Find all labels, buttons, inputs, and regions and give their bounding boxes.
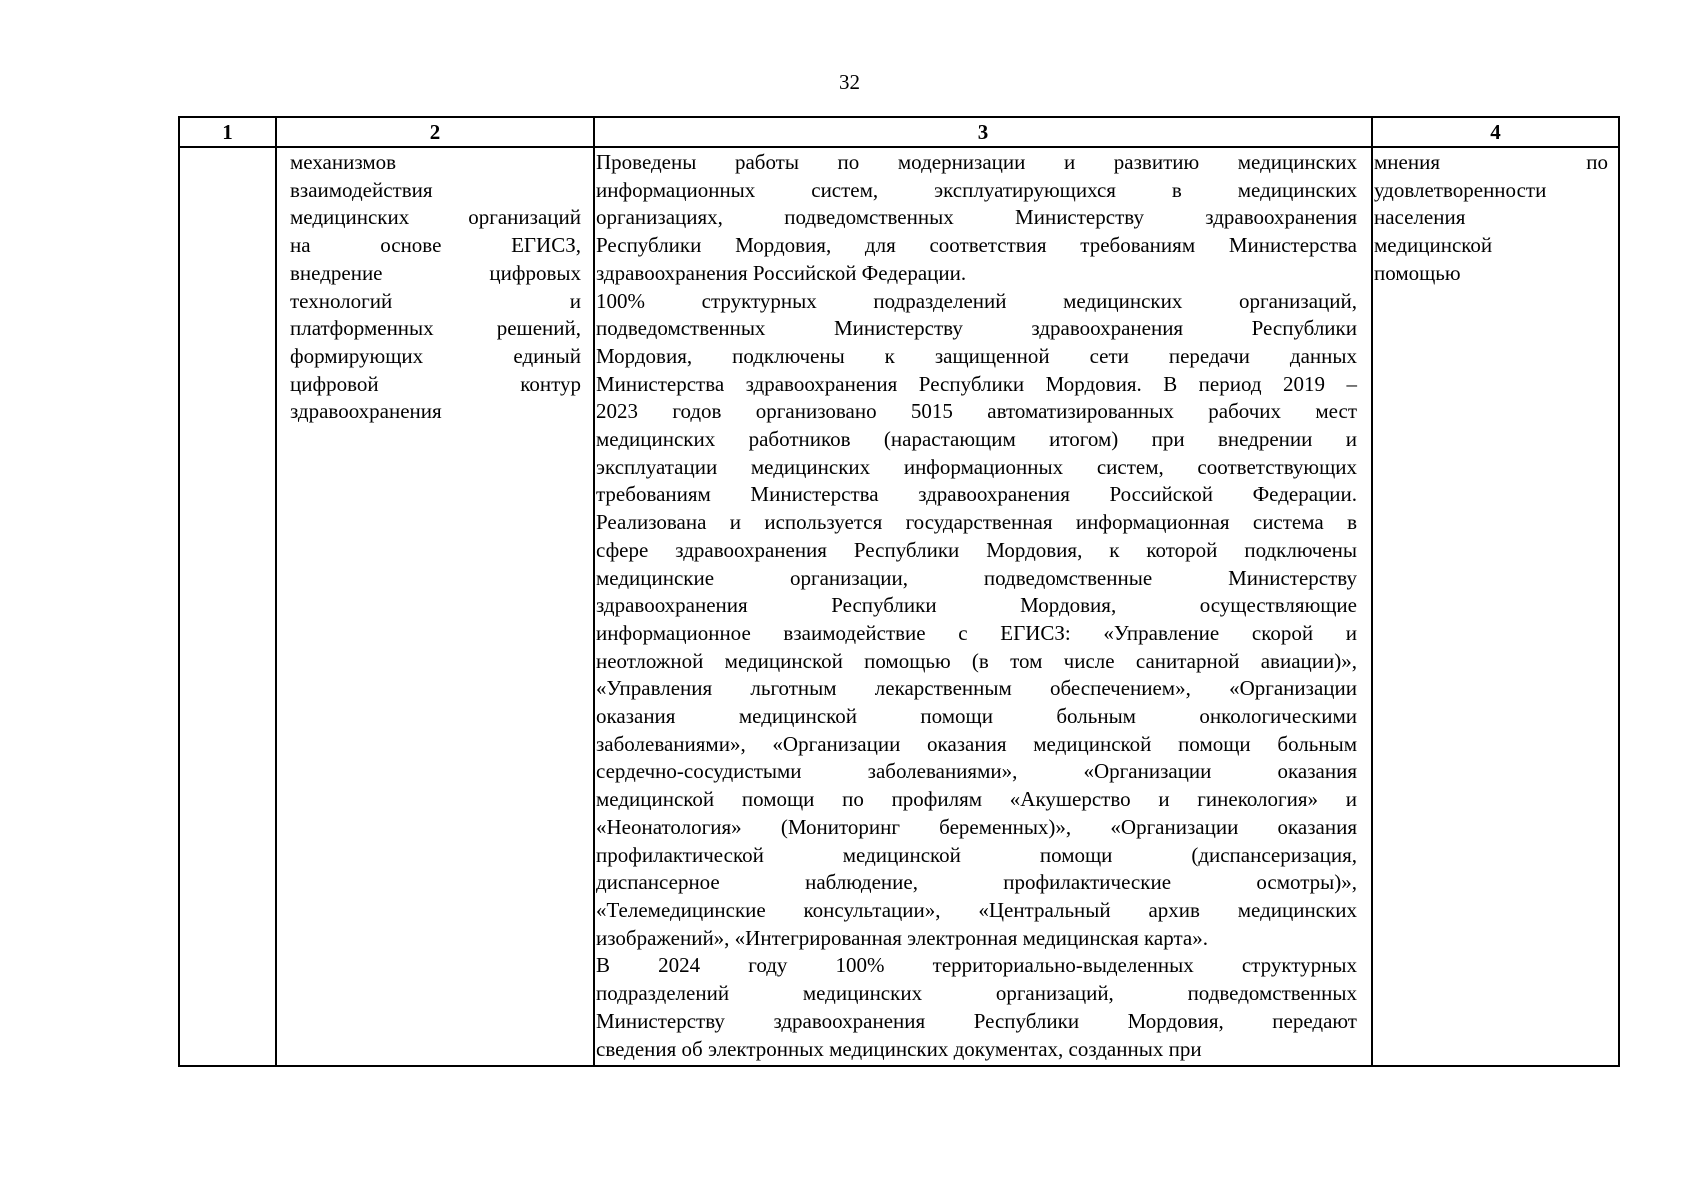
text-line: медицинских работников (нарастающим итогом) при внедрении и <box>596 427 1357 452</box>
text-line: медицинских организаций <box>290 205 581 230</box>
text-line: подразделений медицинских организаций, подведомственных <box>596 981 1357 1006</box>
text-line: эксплуатации медицинских информационных систем, соответствующих <box>596 454 1357 479</box>
text-line: здравоохранения Республики Мордовия, осуществляющие <box>596 593 1357 618</box>
text-line: здравоохранения <box>290 399 442 424</box>
text-line: оказания медицинской помощи больным онкологическими <box>596 704 1357 729</box>
column-header-4: 4 <box>1372 117 1619 147</box>
results-text <box>595 148 1371 1063</box>
text-line: Реализована и используется государственная информационная система в <box>596 510 1357 535</box>
text-line: механизмов <box>290 150 397 174</box>
text-line: изображений», «Интегрированная электронная медицинская карта». <box>596 925 1208 950</box>
text-line: технологий и <box>290 288 581 313</box>
text-line: Министерству здравоохранения Республики Мордовия, передают <box>596 1008 1357 1033</box>
text-line: Мордовия, подключены к защищенной сети передачи данных <box>596 343 1357 368</box>
text-line: организациях, подведомственных Министерству здравоохранения <box>596 205 1357 230</box>
text-line: требованиям Министерства здравоохранения Российской Федерации. <box>596 482 1357 507</box>
text-line: медицинские организации, подведомственные Министерству <box>596 565 1357 590</box>
cell-col-4 <box>1372 147 1619 1066</box>
text-line: «Неонатология» (Мониторинг беременных)», «Организации оказания <box>596 814 1357 839</box>
text-line: Проведены работы по модернизации и развитию медицинских <box>596 150 1357 174</box>
text-line: мнения по <box>1374 150 1608 174</box>
table-header-row <box>179 117 1619 147</box>
text-line: населения <box>1374 205 1466 230</box>
text-line: сведения об электронных медицинских документах, созданных при <box>596 1036 1202 1061</box>
text-line: диспансерное наблюдение, профилактические осмотры)», <box>596 870 1357 895</box>
paragraph <box>596 149 1357 288</box>
table-row <box>179 147 1619 1066</box>
text-line: здравоохранения Российской Федерации. <box>596 260 967 285</box>
column-header-3: 3 <box>594 117 1372 147</box>
text-line: формирующих единый <box>290 343 581 368</box>
text-line: помощью <box>1374 260 1461 285</box>
text-line: медицинской <box>1374 233 1493 258</box>
text-line: удовлетворенности <box>1374 177 1547 202</box>
text-line: подведомственных Министерству здравоохранения Республики <box>596 316 1357 341</box>
text-line: взаимодействия <box>290 177 433 202</box>
text-line: внедрение цифровых <box>290 260 581 285</box>
document-table <box>178 116 1620 1067</box>
cell-col-2 <box>276 147 594 1066</box>
text-line: медицинской помощи по профилям «Акушерство и гинекология» и <box>596 787 1357 812</box>
text-line: неотложной медицинской помощью (в том числе санитарной авиации)», <box>596 648 1357 673</box>
column-header-1: 1 <box>179 117 276 147</box>
cell-col-3 <box>594 147 1372 1066</box>
column-header-2: 2 <box>276 117 594 147</box>
text-line: 2023 годов организовано 5015 автоматизированных рабочих мест <box>596 399 1357 424</box>
text-line: информационное взаимодействие с ЕГИСЗ: «Управление скорой и <box>596 620 1357 645</box>
text-line: 100% структурных подразделений медицинских организаций, <box>596 288 1357 313</box>
text-line: сердечно-сосудистыми заболеваниями», «Организации оказания <box>596 759 1357 784</box>
text-line: на основе ЕГИСЗ, <box>290 233 581 258</box>
paragraph <box>596 952 1357 1063</box>
page-number: 32 <box>839 70 860 94</box>
text-line: Министерства здравоохранения Республики Мордовия. В период 2019 – <box>596 371 1357 396</box>
text-line: «Телемедицинские консультации», «Центральный архив медицинских <box>596 897 1357 922</box>
text-line: В 2024 году 100% территориально-выделенных структурных <box>596 953 1357 978</box>
cell-col-1 <box>179 147 276 1066</box>
text-line: информационных систем, эксплуатирующихся в медицинских <box>596 177 1357 202</box>
indicator-text <box>1373 148 1618 288</box>
text-line: «Управления льготным лекарственным обеспечением», «Организации <box>596 676 1357 701</box>
text-line: Республики Мордовия, для соответствия требованиям Министерства <box>596 233 1357 258</box>
text-line: платформенных решений, <box>290 316 581 341</box>
text-line: цифровой контур <box>290 371 581 396</box>
text-line: профилактической медицинской помощи (диспансеризация, <box>596 842 1357 867</box>
measure-description <box>277 148 593 426</box>
text-line: сфере здравоохранения Республики Мордовия, к которой подключены <box>596 537 1357 562</box>
paragraph <box>596 288 1357 953</box>
text-line: заболеваниями», «Организации оказания медицинской помощи больным <box>596 731 1357 756</box>
